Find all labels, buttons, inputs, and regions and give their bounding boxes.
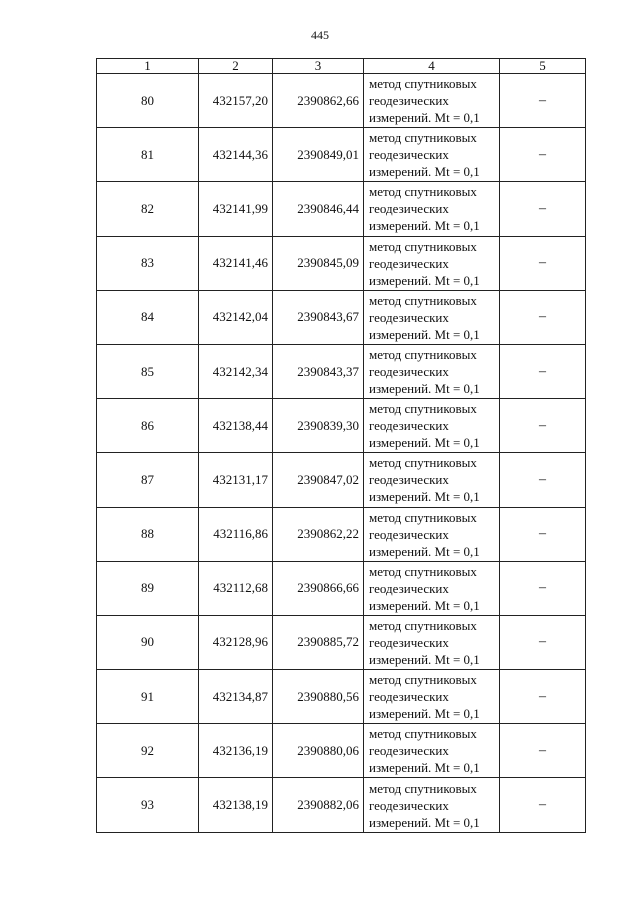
x-coordinate-cell: 432144,36 — [199, 128, 273, 182]
y-coordinate-cell: 2390866,66 — [273, 561, 364, 615]
y-coordinate-cell: 2390843,37 — [273, 344, 364, 398]
table-row — [97, 778, 586, 832]
method-line: метод спутниковых — [369, 76, 477, 92]
method-line: измерений. Mt = 0,1 — [369, 706, 480, 722]
method-line: метод спутниковых — [369, 130, 477, 146]
method-line: геодезических — [369, 147, 449, 163]
method-line: геодезических — [369, 472, 449, 488]
method-line: метод спутниковых — [369, 617, 477, 633]
x-coordinate-cell: 432142,34 — [199, 344, 273, 398]
method-line: измерений. Mt = 0,1 — [369, 543, 480, 559]
point-number-cell: 83 — [97, 236, 199, 290]
table-row — [97, 561, 586, 615]
point-number-cell: 82 — [97, 182, 199, 236]
method-cell — [364, 507, 500, 561]
method-line: геодезических — [369, 689, 449, 705]
method-line: геодезических — [369, 309, 449, 325]
point-number-cell: 91 — [97, 670, 199, 724]
point-number-cell: 93 — [97, 778, 199, 832]
method-line: геодезических — [369, 743, 449, 759]
method-cell — [364, 778, 500, 832]
note-cell: – — [500, 236, 586, 290]
method-cell — [364, 561, 500, 615]
method-line: геодезических — [369, 580, 449, 596]
y-coordinate-cell: 2390849,01 — [273, 128, 364, 182]
method-line: метод спутниковых — [369, 672, 477, 688]
y-coordinate-cell: 2390846,44 — [273, 182, 364, 236]
method-line: метод спутниковых — [369, 563, 477, 579]
x-coordinate-cell: 432131,17 — [199, 453, 273, 507]
table-row — [97, 615, 586, 669]
y-coordinate-cell: 2390882,06 — [273, 778, 364, 832]
method-line: измерений. Mt = 0,1 — [369, 760, 480, 776]
y-coordinate-cell: 2390847,02 — [273, 453, 364, 507]
table-row — [97, 670, 586, 724]
x-coordinate-cell: 432136,19 — [199, 724, 273, 778]
method-line: метод спутниковых — [369, 238, 477, 254]
x-coordinate-cell: 432112,68 — [199, 561, 273, 615]
note-cell: – — [500, 182, 586, 236]
point-number-cell: 80 — [97, 74, 199, 128]
method-line: измерений. Mt = 0,1 — [369, 381, 480, 397]
method-line: метод спутниковых — [369, 455, 477, 471]
method-line: метод спутниковых — [369, 401, 477, 417]
note-cell: – — [500, 670, 586, 724]
method-line: измерений. Mt = 0,1 — [369, 272, 480, 288]
method-line: геодезических — [369, 364, 449, 380]
note-cell: – — [500, 344, 586, 398]
method-line: геодезических — [369, 255, 449, 271]
method-cell — [364, 724, 500, 778]
table-row — [97, 128, 586, 182]
note-cell: – — [500, 561, 586, 615]
table-row — [97, 453, 586, 507]
x-coordinate-cell: 432141,99 — [199, 182, 273, 236]
point-number-cell: 86 — [97, 399, 199, 453]
point-number-cell: 85 — [97, 344, 199, 398]
point-number-cell: 84 — [97, 290, 199, 344]
note-cell: – — [500, 724, 586, 778]
point-number-cell: 87 — [97, 453, 199, 507]
method-line: метод спутниковых — [369, 292, 477, 308]
header-cell: 4 — [364, 59, 500, 74]
point-number-cell: 81 — [97, 128, 199, 182]
y-coordinate-cell: 2390885,72 — [273, 615, 364, 669]
note-cell: – — [500, 128, 586, 182]
method-line: геодезических — [369, 797, 449, 813]
method-line: геодезических — [369, 93, 449, 109]
point-number-cell: 88 — [97, 507, 199, 561]
method-line: метод спутниковых — [369, 780, 477, 796]
method-line: геодезических — [369, 201, 449, 217]
note-cell: – — [500, 290, 586, 344]
method-line: геодезических — [369, 634, 449, 650]
table-row — [97, 399, 586, 453]
method-line: метод спутниковых — [369, 726, 477, 742]
method-line: метод спутниковых — [369, 509, 477, 525]
table-row — [97, 74, 586, 128]
header-cell: 1 — [97, 59, 199, 74]
method-line: измерений. Mt = 0,1 — [369, 597, 480, 613]
table-row — [97, 344, 586, 398]
note-cell: – — [500, 399, 586, 453]
y-coordinate-cell: 2390839,30 — [273, 399, 364, 453]
note-cell: – — [500, 615, 586, 669]
table-row — [97, 182, 586, 236]
method-line: измерений. Mt = 0,1 — [369, 110, 480, 126]
x-coordinate-cell: 432141,46 — [199, 236, 273, 290]
method-cell — [364, 74, 500, 128]
note-cell: – — [500, 74, 586, 128]
page-number: 445 — [311, 28, 329, 42]
method-cell — [364, 182, 500, 236]
table-row — [97, 236, 586, 290]
method-cell — [364, 670, 500, 724]
method-line: измерений. Mt = 0,1 — [369, 489, 480, 505]
x-coordinate-cell: 432134,87 — [199, 670, 273, 724]
method-line: геодезических — [369, 418, 449, 434]
header-row — [97, 59, 586, 74]
method-line: измерений. Mt = 0,1 — [369, 651, 480, 667]
note-cell: – — [500, 507, 586, 561]
x-coordinate-cell: 432116,86 — [199, 507, 273, 561]
method-line: метод спутниковых — [369, 347, 477, 363]
note-cell: – — [500, 778, 586, 832]
table-row — [97, 507, 586, 561]
y-coordinate-cell: 2390880,56 — [273, 670, 364, 724]
method-cell — [364, 399, 500, 453]
x-coordinate-cell: 432142,04 — [199, 290, 273, 344]
point-number-cell: 89 — [97, 561, 199, 615]
header-cell: 2 — [199, 59, 273, 74]
method-cell — [364, 615, 500, 669]
method-line: измерений. Mt = 0,1 — [369, 218, 480, 234]
y-coordinate-cell: 2390862,66 — [273, 74, 364, 128]
method-cell — [364, 290, 500, 344]
x-coordinate-cell: 432138,44 — [199, 399, 273, 453]
method-line: измерений. Mt = 0,1 — [369, 326, 480, 342]
note-cell: – — [500, 453, 586, 507]
method-line: измерений. Mt = 0,1 — [369, 435, 480, 451]
y-coordinate-cell: 2390880,06 — [273, 724, 364, 778]
y-coordinate-cell: 2390862,22 — [273, 507, 364, 561]
method-line: геодезических — [369, 526, 449, 542]
point-number-cell: 92 — [97, 724, 199, 778]
method-cell — [364, 344, 500, 398]
y-coordinate-cell: 2390845,09 — [273, 236, 364, 290]
y-coordinate-cell: 2390843,67 — [273, 290, 364, 344]
x-coordinate-cell: 432128,96 — [199, 615, 273, 669]
table-row — [97, 724, 586, 778]
header-cell: 5 — [500, 59, 586, 74]
method-cell — [364, 236, 500, 290]
method-cell — [364, 453, 500, 507]
method-line: измерений. Mt = 0,1 — [369, 164, 480, 180]
coordinates-table — [96, 58, 586, 833]
table-row — [97, 290, 586, 344]
x-coordinate-cell: 432138,19 — [199, 778, 273, 832]
method-line: измерений. Mt = 0,1 — [369, 814, 480, 830]
x-coordinate-cell: 432157,20 — [199, 74, 273, 128]
method-cell — [364, 128, 500, 182]
method-line: метод спутниковых — [369, 184, 477, 200]
point-number-cell: 90 — [97, 615, 199, 669]
header-cell: 3 — [273, 59, 364, 74]
